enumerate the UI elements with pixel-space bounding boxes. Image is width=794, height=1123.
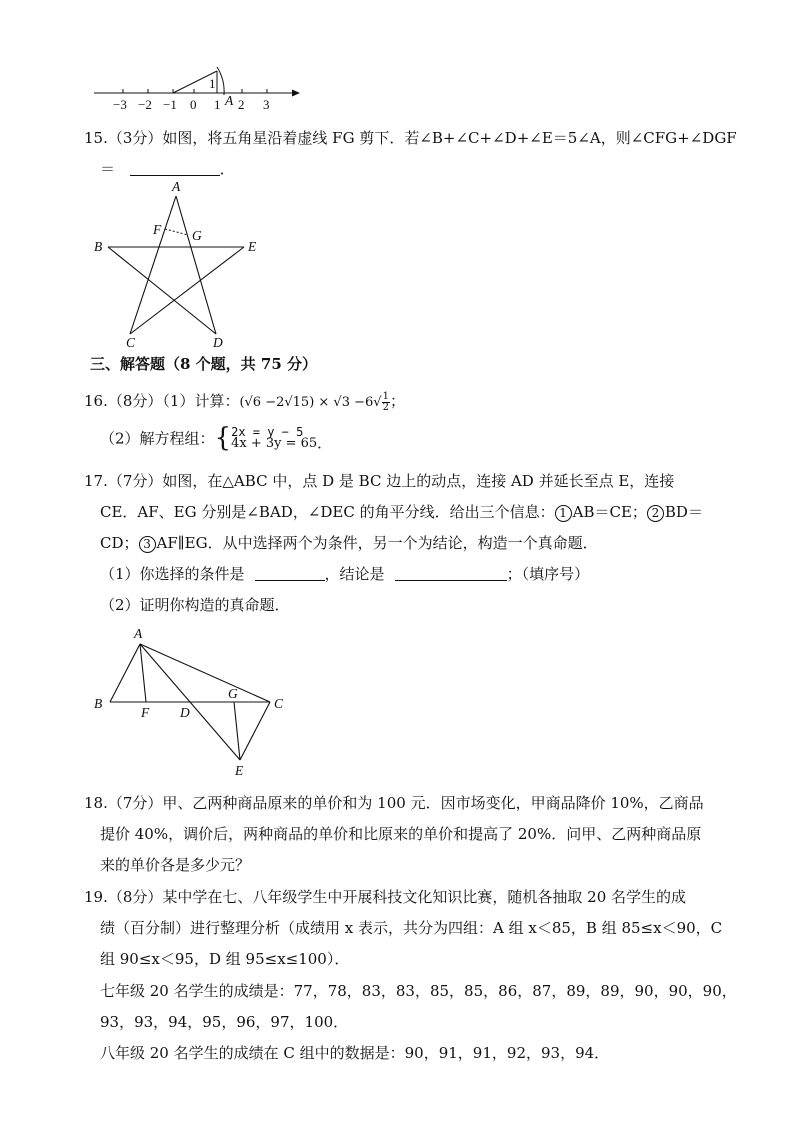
q15-answer-blank[interactable] [130,161,220,176]
q15-line2 [100,158,235,179]
conclusion-blank[interactable] [395,566,507,581]
star-edge-B-D [108,247,216,334]
point-G: G [228,686,238,701]
segment-AB [110,644,140,702]
q19-line2: 绩（百分制）进行整理分析（成绩用 x 表示，共分为四组：A 组 x＜85，B 组 85≤x＜90，C [100,919,723,937]
q19-line3: 组 90≤x＜95，D 组 95≤x≤100）． [100,950,350,968]
q18-line3: 来的单价各是多少元？ [100,856,251,874]
q16-frac-den: 2 [382,401,389,413]
segment-EG [234,702,240,760]
q17-line1: 17.（7分）如图，在△ABC 中，点 D 是 BC 边上的动点，连接 AD 并延长至点 E，连接 [84,472,675,490]
q16-sub2-prefix: （2）解方程组： [100,429,215,448]
point-C: C [274,696,284,711]
vertex-D: D [213,335,223,350]
point-F: F [141,705,150,720]
number-line-figure [90,62,305,114]
circled-number-3: 3 [139,536,156,553]
segment-AC [140,644,270,702]
equation-system [231,426,317,450]
q17-sub1-end: ；（填序号） [506,565,590,583]
q16-end: ； [389,392,405,410]
star-edge-A-D [176,196,216,334]
tick-label: 1 [214,97,221,112]
q16-frac-num: 1 [382,390,389,402]
info-2: BD＝ [664,503,703,521]
q15-equals: ＝ [100,160,116,178]
condition-blank[interactable] [255,566,325,581]
star-edge-E-C [130,247,244,334]
tick-label: −3 [113,97,127,112]
tick-label: 3 [263,97,270,112]
segment-AF [140,644,146,702]
triangle-figure [90,622,290,780]
point-A: A [134,626,143,641]
q17-sub2: （2）证明你构造的真命题． [100,596,290,614]
q19-line4: 七年级 20 名学生的成绩是：77，78，83，83，85，85，86，87，89，89，90，90，90， [100,982,737,1000]
q19-line6: 八年级 20 名学生的成绩在 C 组中的数据是：90，91，91，92，93，94． [100,1044,610,1062]
q19-line5: 93，93，94，95，96，97，100． [100,1013,349,1031]
system-brace: { [214,423,232,453]
section-3-heading: 三、解答题（8 个题，共 75 分） [90,355,317,373]
q17-line3-start: CD； [100,534,139,552]
q16-prefix: 16.（8分）（1）计算： [84,392,240,410]
point-E: E [235,763,244,778]
q15-period: ． [219,160,235,178]
q17-line3 [100,532,598,553]
equation-1: 2x = y − 5 [231,425,304,439]
q18-line1: 18.（7分）甲、乙两种商品原来的单价和为 100 元．因市场变化，甲商品降价 10%，乙商品 [84,794,704,812]
vertex-B: B [94,239,103,254]
tick-label: −1 [163,97,177,112]
q17-line2 [100,501,703,522]
number-line-arrow [292,90,300,97]
label-1: 1 [209,76,216,91]
point-D: D [180,705,190,720]
tick-label: 2 [238,97,245,112]
point-B: B [94,696,103,711]
q16-expression: (√6 −2√15) × √3 −6√ [239,395,382,410]
q18-line2: 提价 40%，调价后，两种商品的单价和比原来的单价和提高了 20%．问甲、乙两种商品原 [100,825,702,843]
tick-label: −2 [138,97,152,112]
q15-line1: 15.（3分）如图，将五角星沿着虚线 FG 剪下．若∠B+∠C+∠D+∠E＝5∠A，则∠CFG+∠DGF [84,129,737,147]
segment-CE [240,702,270,760]
info-3: AF∥EG．从中选择两个为条件，另一个为结论，构造一个真命题． [156,534,598,552]
tick-label: 0 [190,97,197,112]
star-edge-A-C [130,196,176,334]
vertex-A: A [172,179,181,194]
label-A: A [225,93,234,108]
q16-line2 [100,423,333,453]
point-G: G [192,228,202,243]
vertex-C: C [126,335,136,350]
q19-line1: 19.（8分）某中学在七、八年级学生中开展科技文化知识比赛，随机各抽取 20 名学生的成 [84,888,687,906]
point-F: F [153,222,162,237]
q17-sub1-conclusion: ，结论是 [324,565,385,583]
info-1: AB＝CE； [572,503,647,521]
q17-line2-text: CE．AF、EG 分别是∠BAD，∠DEC 的角平分线．给出三个信息： [100,503,555,521]
dashed-cut-FG [165,229,188,235]
vertex-E: E [248,239,257,254]
equation-2: 4x + 3y = 65 [231,436,318,451]
q16-fraction [382,392,390,413]
circled-number-1: 1 [555,505,572,522]
q17-sub1 [100,563,589,584]
circled-number-2: 2 [647,505,664,522]
q16-line1 [84,390,405,413]
q17-sub1-label: （1）你选择的条件是 [100,565,245,583]
q16-end2: ． [317,434,333,452]
pentagram-figure [88,178,268,350]
number-line-arc [217,67,224,95]
